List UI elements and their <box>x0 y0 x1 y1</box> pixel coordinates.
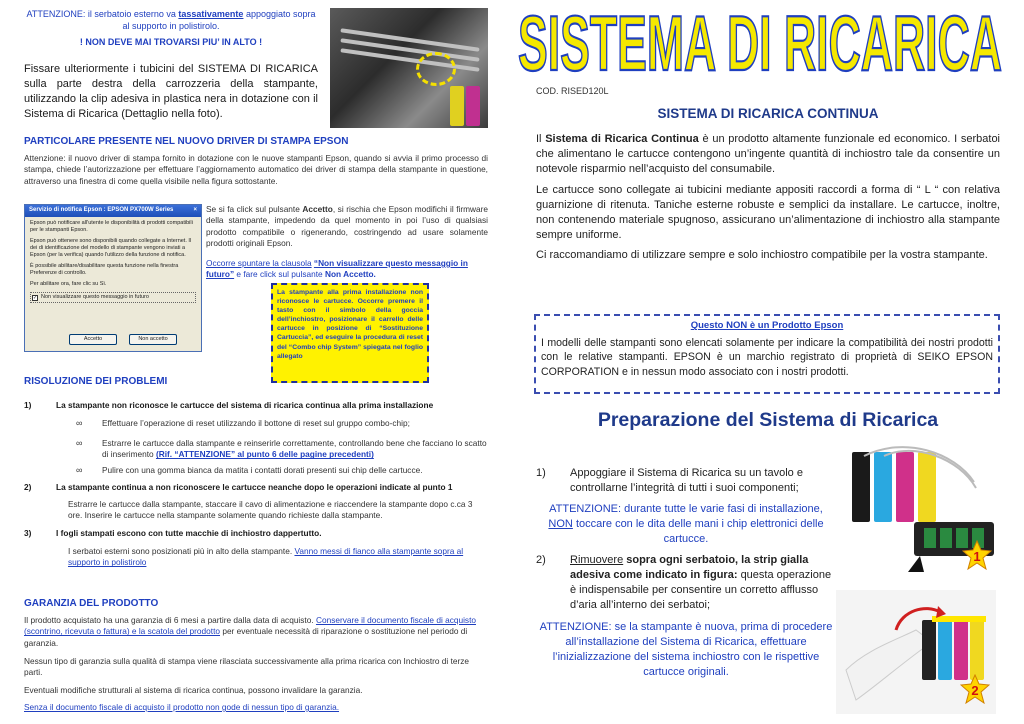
svg-text:2: 2 <box>971 683 979 698</box>
accept-risk-paragraph: Se si fa click sul pulsante Accetto, si rischia che Epson modifichi il firmware della stampante, impedendo da quel momento in poi l’uso di qualsiasi prodotto compatibile o rigenerando, costringendo ad usare solamente prodotti originali Epson. <box>206 204 489 249</box>
problem-2-detail: Estrarre le cartucce dalla stampante, staccare il cavo di alimentazione e riaccendere la stampante dopo c.ca 3 ore. Inserire le cartucce nella stampante solamente quando richieste dalla stampante. <box>68 499 473 521</box>
problem-3: 3) I fogli stampati escono con tutte macchie di inchiostro dappertutto. <box>24 528 322 538</box>
cartridges-paragraph: Le cartucce sono collegate ai tubicini mediante appositi raccordi a forma di “ L “ con relativa guarnizione di ritenuta. Taniche esterne robuste e semplici da installare. Le cartucce, inoltre, non contenendo materiale spugnoso, assicurano un’alimentazione di inchiostro alla stampante sempre uniforme. <box>536 184 1000 241</box>
right-column <box>518 0 1002 724</box>
fix-tubes-paragraph: Fissare ulteriormente i tubicini del SISTEMA DI RICARICA sulla parte destra della carrozzeria della stampante, utilizzando la clip adesiva in plastica nera in dotazione con il Sistema di Ricarica (Dettaglio nella foto). <box>24 63 318 120</box>
problem-2: 2) La stampante continua a non riconoscere le cartucce neanche dopo le operazioni indicate al punto 1 <box>24 482 453 492</box>
preparation-title: Preparazione del Sistema di Ricarica <box>597 409 939 431</box>
intro-paragraph: Il Sistema di Ricarica Continua è un prodotto altamente funzionale ed economico. I serbatoi che alimentano le cartucce contengono un’ingente quantità di inchiostro tale da consentire un notevole risparmio nell’acquisto del consumabile. <box>536 133 1001 175</box>
printer-detail-photo <box>330 8 488 128</box>
left-column <box>24 8 488 718</box>
accept-button[interactable]: Accetto <box>69 334 117 345</box>
problem-1: 1) La stampante non riconosce le cartucce del sistema di ricarica continua alla prima installazione <box>24 400 434 410</box>
warranty-paragraph-4: Senza il documento fiscale di acquisto il prodotto non gode di nessun tipo di garanzia. <box>24 702 340 712</box>
problem-1-bullet-1: ∞ Effettuare l’operazione di reset utilizzando il bottone di reset sul gruppo combo-chip; <box>76 418 410 428</box>
tank-yellow <box>918 452 936 522</box>
problems-section-title: RISOLUZIONE DEI PROBLEMI <box>24 376 168 387</box>
main-title <box>510 0 1010 84</box>
svg-text:1: 1 <box>973 549 981 564</box>
step-2-badge <box>960 674 990 704</box>
notice-title: Questo NON è un Prodotto Epson <box>690 320 844 331</box>
driver-paragraph: Attenzione: il nuovo driver di stampa fornito in dotazione con le nuove stampanti Epson, quando si avvia il primo processo di stampa, chiede l’autorizzazione per effettuare l’aggiornamento automatico dei driver di stampa della stampante in questione, attraverso una finestra di come quella visibile nella figura sottostante. <box>24 153 488 186</box>
infinity-bullet-icon: ∞ <box>76 465 83 475</box>
attention-chips: ATTENZIONE: durante tutte le varie fasi di installazione, NON toccare con le dita delle mani i chip elettronici delle cartucce. <box>548 503 824 545</box>
avoid-instruction: Occorre spuntare la clausola “Non visualizzare questo messaggio in futuro” e fare click sul pulsante Non Accetto. <box>206 258 468 280</box>
tank-magenta <box>896 452 914 522</box>
infinity-bullet-icon: ∞ <box>76 418 83 428</box>
problem-1-bullet-2: ∞ Estrarre le cartucce dalla stampante e reinserirle correttamente, controllando bene che facciano lo scatto di inserimento (Rif. “ATTENZIONE” al punto 6 delle pagine precedenti) <box>76 438 487 460</box>
dialog-titlebar: Servizio di notifica Epson : EPSON PX700W Series × <box>25 205 201 217</box>
ink-recommendation: Ci raccomandiamo di utilizzare sempre e solo inchiostro compatibile per la vostra stampante. <box>536 249 988 261</box>
warranty-paragraph-1: Il prodotto acquistato ha una garanzia di 6 mesi a partire dalla data di acquisto. Conservare il documento fiscale di acquisto (scontrino, ricevuta o fattura) e la scatola del prodotto per eventuale necessità di riparazione o sostituzione nel periodo di garanzia. <box>24 615 476 648</box>
problem-1-bullet-3: ∞ Pulire con una gomma bianca da matita i contatti dorati presenti sui chip delle cartucce. <box>76 465 423 475</box>
warranty-paragraph-3: Eventuali modifiche strutturali al sistema di ricarica continua, possono invalidare la garanzia. <box>24 685 363 695</box>
highlight-circle <box>416 52 456 86</box>
dont-show-checkbox[interactable]: ✓ Non visualizzare questo messaggio in futuro <box>30 292 196 303</box>
epson-notification-dialog: Servizio di notifica Epson : EPSON PX700W Series × Epson può notificare all'utente le disponibilità di prodotti compatibili per le stampanti Epson. Epson può ottenere sono disponibili quando collegate a Internet. Il dei di identificazione del modello di stampante vengono inviati a Epson (per la verifica) quando l'utilizzo della funzione di notifica. È possibile abilitare/disabilitare questa funzione nella finestra Preferenze di controllo. Per abilitare ora, fare clic su Sì. ✓ Non visualizzare questo messaggio in futuro Accetto Non accetto <box>24 204 202 352</box>
warning-notice: ATTENZIONE: il serbatoio esterno va tassativamente appoggiato sopra al supporto in polistirolo. ! NON DEVE MAI TROVARSI PIU’ IN ALTO ! <box>24 8 318 48</box>
decline-button[interactable]: Non accetto <box>129 334 177 345</box>
notice-body: I modelli delle stampanti sono elencati solamente per indicare la compatibilità dei nostri prodotti con le relative stampanti. EPSON è un marchio registrato di proprietà di SEIKO EPSON CORPORATION e in nessun modo associato con i nostri prodotti. <box>541 337 993 378</box>
not-epson-notice <box>534 314 1000 394</box>
tank-cyan <box>874 452 892 522</box>
warranty-section-title: GARANZIA DEL PRODOTTO <box>24 598 159 609</box>
yellow-strip <box>932 616 986 622</box>
step-2: 2) Rimuovere sopra ogni serbatoio, la strip gialla adesiva come indicato in figura: questa operazione è indispensabile per consentire un corretto afflusso d’aria all’interno dei serbatoi; <box>536 554 832 611</box>
warranty-paragraph-2: Nessun tipo di garanzia sulla qualità di stampa viene rilasciata successivamente alla prima ricarica con Inchiostro di terze parti. <box>24 656 470 678</box>
check-icon: ✓ <box>33 294 38 301</box>
close-icon[interactable]: × <box>193 207 197 213</box>
driver-section-title: PARTICOLARE PRESENTE NEL NUOVO DRIVER DI STAMPA EPSON <box>24 136 349 147</box>
infinity-bullet-icon: ∞ <box>76 438 83 448</box>
section-heading: SISTEMA DI RICARICA CONTINUA <box>657 106 879 121</box>
step-1: 1) Appoggiare il Sistema di Ricarica su un tavolo e controllarne l’integrità di tutti i suoi componenti; <box>536 467 803 494</box>
main-title-text: SISTEMA DI RICARICA <box>518 0 1002 84</box>
tank-black <box>852 452 870 522</box>
attention-new-printer: ATTENZIONE: se la stampante è nuova, prima di procedere all’installazione del Sistema di Ricarica, effettuare l’inizializzazione del sistema inchiostro con le rispettive cartucce originali. <box>539 621 833 678</box>
step-1-badge <box>962 540 992 570</box>
product-code: COD. RISED120L <box>536 86 609 96</box>
warning-never-higher: ! NON DEVE MAI TROVARSI PIU’ IN ALTO ! <box>79 37 263 47</box>
first-install-notice: La stampante alla prima installazione non riconosce le cartucce. Occorre premere il tasto con il simbolo della goccia dell’inchiostro, posizionare il carrello delle cartucce in posizione di “Sostituzione Cartuccia”, ed eseguire la procedura di reset del “Combo chip System” spiegata nel foglio allegato <box>271 283 429 383</box>
problem-3-detail: I serbatoi esterni sono posizionati più in alto della stampante. Vanno messi di fianco alla stampante sopra al supporto in polistirolo <box>68 546 464 568</box>
